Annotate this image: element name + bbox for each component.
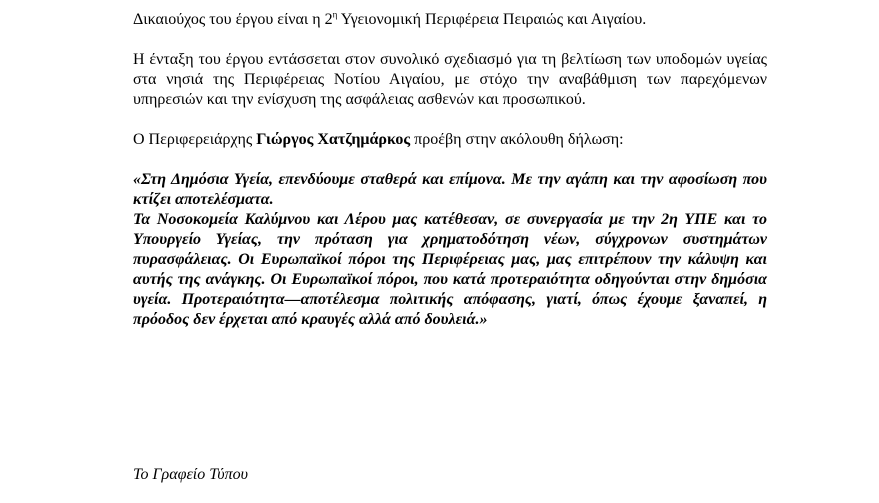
statement-intro-paragraph [133,130,767,150]
statement-intro-end: προέβη στην ακόλουθη δήλωση: [410,131,624,148]
beneficiary-paragraph [133,10,767,30]
governor-name: Γιώργος Χατζημάρκος [256,131,411,148]
press-office-signature: Το Γραφείο Τύπου [133,466,248,483]
document-body [133,10,767,330]
governor-quote [133,170,767,330]
beneficiary-text: Δικαιούχος του έργου είναι η 2 [133,11,333,28]
beneficiary-text-end: Υγειονομική Περιφέρεια Πειραιώς και Αιγαίου. [337,11,647,28]
quote-line-2: Τα Νοσοκομεία Καλύμνου και Λέρου μας κατέθεσαν, σε συνεργασία με την 2η ΥΠΕ και το Υπουργείο Υγείας, την πρόταση για χρηματοδότηση νέων, σύγχρονων συστημάτων πυρασφάλειας. Οι Ευρωπαϊκοί πόροι της Περιφέρειας μας, μας επιτρέπουν την κάλυψη και αυτής της ανάγκης. Οι Ευρωπαϊκοί πόροι, που κατά προτεραιότητα οδηγούνται στην δημόσια υγεία. Προτεραιότητα—αποτέλεσμα πολιτικής απόφασης, γιατί, όπως έχουμε ξαναπεί, η πρόοδος δεν έρχεται από κραυγές αλλά από δουλειά.» [133,211,767,328]
project-paragraph: Η ένταξη του έργου εντάσσεται στον συνολικό σχεδιασμό για τη βελτίωση των υποδομών υγείας στα νησιά της Περιφέρειας Νοτίου Αιγαίου, με στόχο την αναβάθμιση των παρεχόμενων υπηρεσιών και την ενίσχυση της ασφάλειας ασθενών και προσωπικού. [133,51,767,108]
ordinal-superscript: η [332,9,338,20]
statement-intro-text: Ο Περιφερειάρχης [133,131,257,148]
quote-line-1: «Στη Δημόσια Υγεία, επενδύουμε σταθερά και επίμονα. Με την αγάπη και την αφοσίωση που κτίζει αποτελέσματα. [133,171,767,208]
